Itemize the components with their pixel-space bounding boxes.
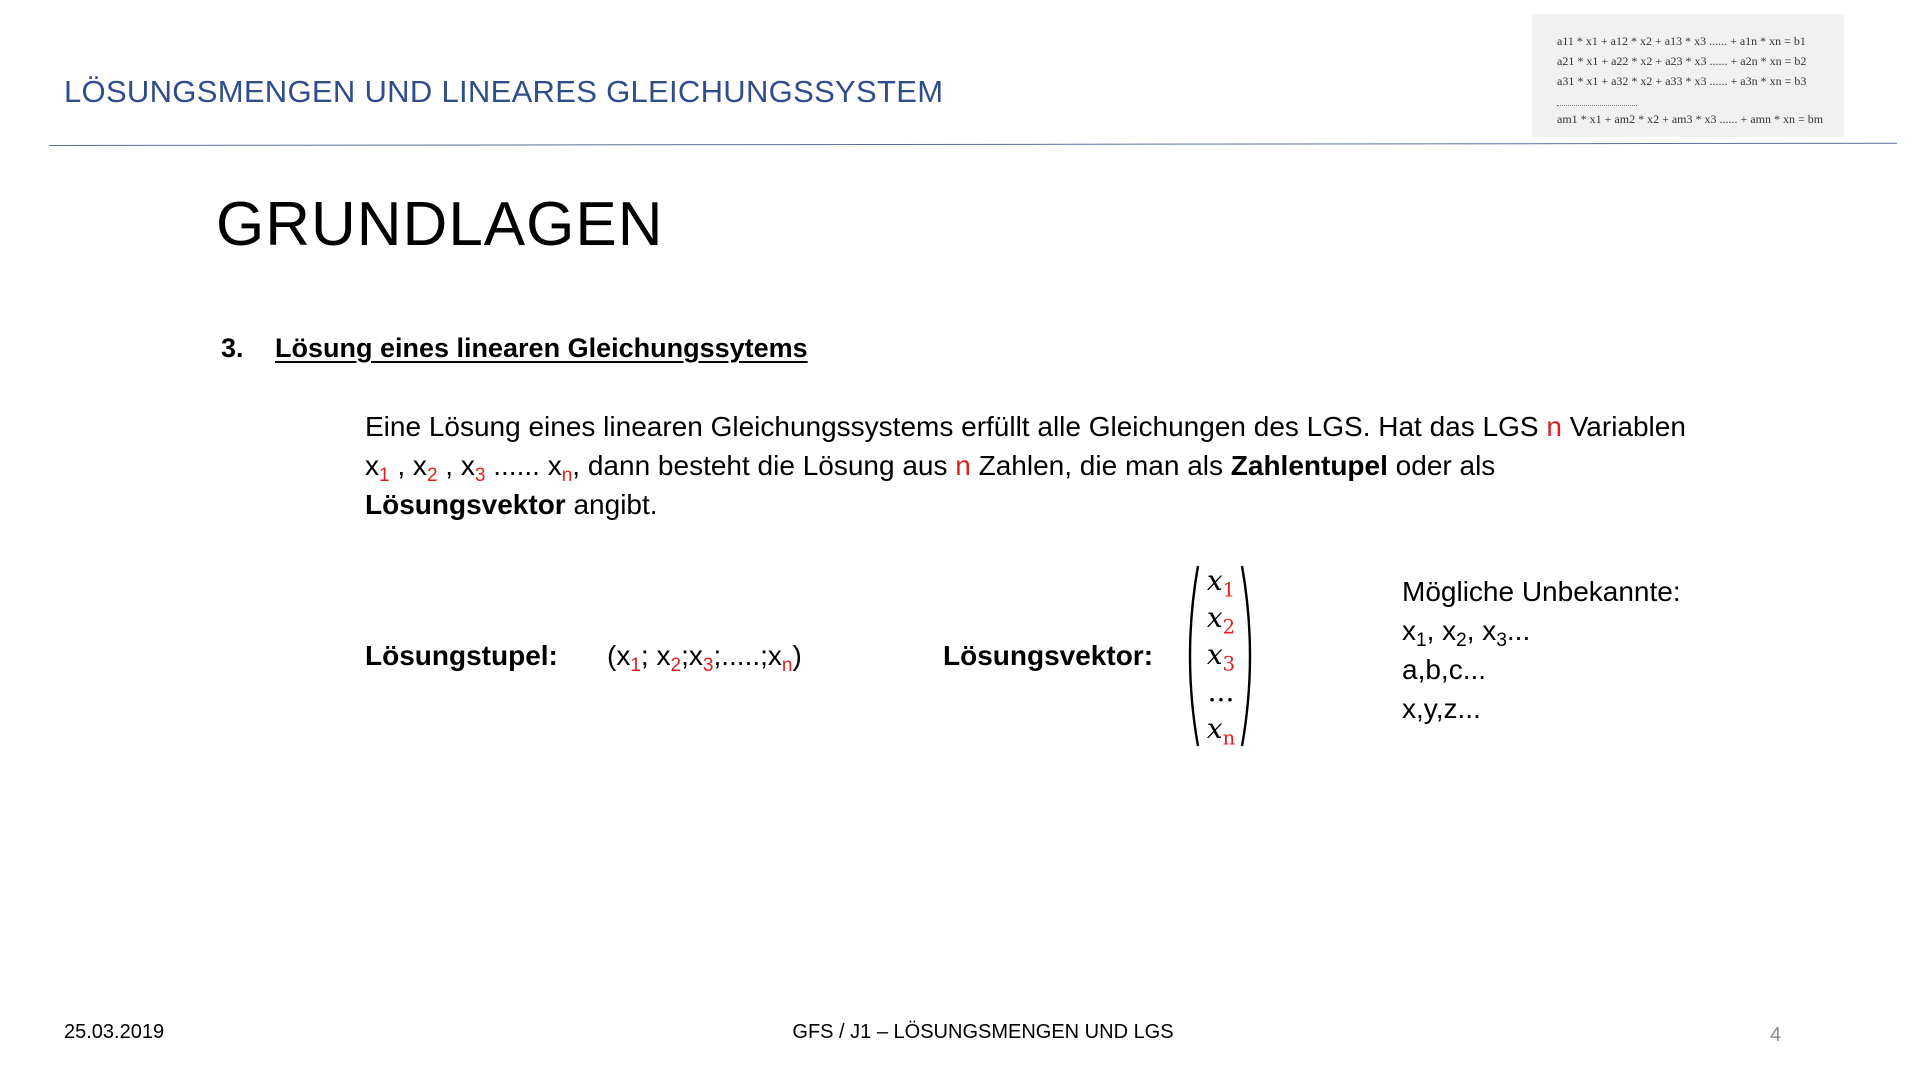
unknowns-part: ...	[1506, 615, 1531, 646]
vector-entry	[1202, 710, 1240, 750]
subscript: 2	[670, 655, 682, 677]
right-parenthesis	[1242, 566, 1250, 746]
unknowns-line	[1402, 611, 1681, 650]
vector-var: x	[1206, 712, 1223, 745]
subscript: 1	[630, 655, 641, 677]
subscript: 2	[1222, 615, 1236, 639]
unknowns-part: , x	[1466, 615, 1497, 646]
header-title: LÖSUNGSMENGEN UND LINEARES GLEICHUNGSSYSTEM	[64, 74, 944, 109]
vector-entry	[1202, 599, 1240, 639]
paragraph-text: oder als	[1387, 450, 1496, 481]
section-number: 3.	[221, 333, 244, 363]
page-number: 4	[1770, 1024, 1782, 1046]
tuple-part: )	[792, 640, 802, 671]
subscript: 3	[1496, 630, 1507, 652]
subscript: 3	[1222, 652, 1236, 676]
equation-line: a11 * x1 + a12 * x2 + a13 * x3 ...... + a1n * xn = b1	[1557, 34, 1806, 48]
equation-system-thumbnail	[1532, 14, 1844, 137]
header-divider	[49, 143, 1897, 146]
equation-line: am1 * x1 + am2 * x2 + am3 * x3 ...... + amn * xn = bm	[1557, 112, 1824, 126]
paragraph-text: Eine Lösung eines linearen Gleichungssystems erfüllt alle Gleichungen des LGS. Hat das LGS	[365, 411, 1547, 442]
tuple-part: ; x	[640, 640, 671, 671]
vector-entry	[1202, 673, 1240, 710]
subscript: n	[1222, 726, 1236, 750]
subscript: 3	[702, 655, 714, 677]
tuple-expression	[607, 640, 802, 677]
equation-ellipsis-divider	[1557, 105, 1637, 106]
paragraph-text: , x	[389, 450, 427, 481]
subscript: 1	[1222, 578, 1236, 602]
term-zahlentupel: Zahlentupel	[1230, 450, 1388, 481]
vector-label-text: Lösungsvektor	[943, 640, 1144, 671]
subscript: 1	[379, 465, 390, 487]
variable-n: n	[955, 450, 971, 481]
tuple-label: Lösungstupel:	[365, 640, 558, 671]
equation-line: a31 * x1 + a32 * x2 + a33 * x3 ...... + a3n * xn = b3	[1557, 74, 1807, 88]
possible-unknowns	[1402, 572, 1681, 728]
vector-label-colon: :	[1143, 640, 1154, 671]
vector-var: x	[1206, 638, 1223, 671]
vector-var: x	[1206, 564, 1223, 597]
page-title: GRUNDLAGEN	[216, 190, 664, 259]
vector-var: x	[1206, 601, 1223, 634]
unknowns-heading: Mögliche Unbekannte:	[1402, 576, 1681, 607]
vector-entries	[1202, 562, 1240, 750]
unknowns-line: x,y,z...	[1402, 693, 1481, 724]
equation-line: a21 * x1 + a22 * x2 + a23 * x3 ...... + a2n * xn = b2	[1557, 54, 1807, 68]
unknowns-part: x	[1402, 615, 1416, 646]
vector-ellipsis: ...	[1207, 675, 1235, 708]
definition-paragraph	[365, 407, 1695, 524]
vector-entry	[1202, 562, 1240, 602]
tuple-part: ;x	[681, 640, 703, 671]
subscript: 3	[474, 465, 486, 487]
left-parenthesis	[1190, 566, 1198, 746]
paragraph-text: Zahlen, die man als	[970, 450, 1231, 481]
paragraph-text: angibt.	[565, 489, 658, 520]
subscript: n	[781, 655, 793, 677]
subscript: n	[561, 465, 573, 487]
paragraph-text: ...... x	[485, 450, 562, 481]
subscript: 2	[1456, 630, 1467, 652]
unknowns-line: a,b,c...	[1402, 654, 1487, 685]
tuple-part: ;.....;x	[713, 640, 782, 671]
subscript: 1	[1416, 630, 1427, 652]
vector-label	[943, 640, 1153, 672]
unknowns-part: , x	[1426, 615, 1457, 646]
variable-n: n	[1546, 411, 1562, 442]
tuple-part: (x	[607, 640, 631, 671]
paragraph-text: , dann besteht die Lösung aus	[572, 450, 956, 481]
paragraph-text: Variablen x	[365, 411, 1686, 481]
vector-entry	[1202, 636, 1240, 676]
solution-vector	[1180, 562, 1260, 750]
term-loesungsvektor: Lösungsvektor	[365, 489, 566, 520]
section-heading: Lösung eines linearen Gleichungssytems	[275, 333, 808, 363]
subscript: 2	[426, 465, 438, 487]
footer-date: 25.03.2019	[64, 1021, 165, 1043]
paragraph-text: , x	[437, 450, 475, 481]
footer-title: GFS / J1 – LÖSUNGSMENGEN UND LGS	[792, 1021, 1174, 1043]
